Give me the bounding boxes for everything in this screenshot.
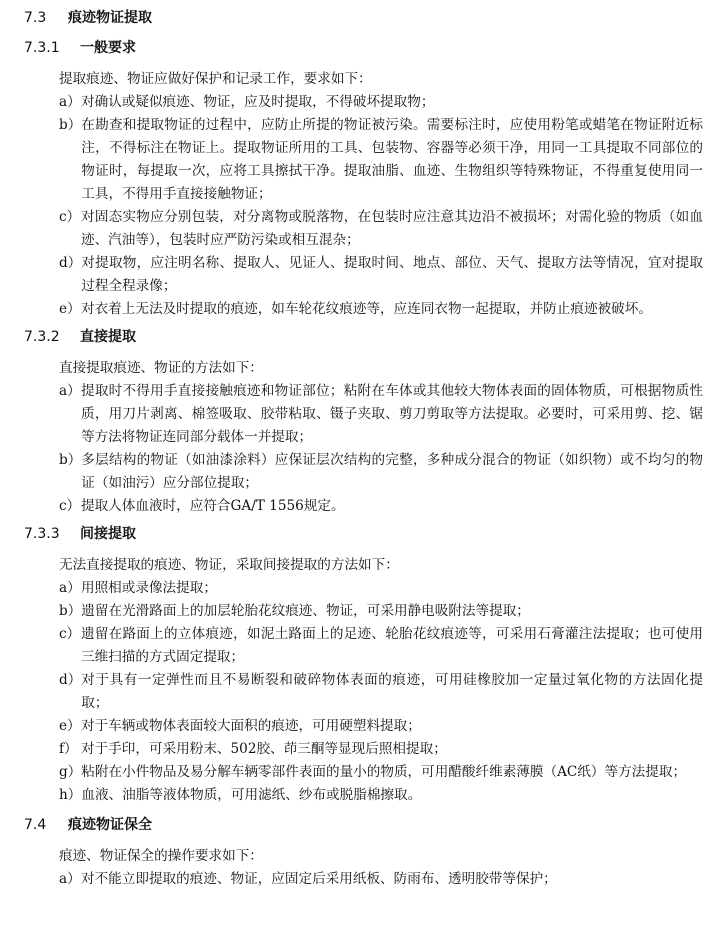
list-item: [59, 114, 703, 206]
list-item: [59, 715, 703, 738]
list-item: [59, 761, 703, 784]
subsection-number: 7.3.2: [24, 329, 60, 345]
list-item: [59, 449, 703, 495]
list-item: [59, 669, 703, 715]
list-marker: b）: [59, 117, 82, 133]
list-text: 遗留在路面上的立体痕迹，如泥土路面上的足迹、轮胎花纹痕迹等，可采用石膏灌注法提取；也可使用三维扫描的方式固定提取；: [81, 626, 703, 665]
subsection-7-3-2-heading: [24, 327, 703, 347]
list-text: 遗留在光滑路面上的加层轮胎花纹痕迹、物证，可采用静电吸附法等提取；: [81, 603, 530, 619]
list-marker: c）: [59, 626, 81, 642]
list-marker: d）: [59, 255, 82, 271]
list-text: 血液、油脂等液体物质，可用滤纸、纱布或脱脂棉擦取。: [81, 787, 422, 803]
list-text: 多层结构的物证（如油漆涂料）应保证层次结构的完整，多种成分混合的物证（如织物）或不均匀的物证（如油污）应分部位提取；: [81, 452, 703, 491]
list-marker: a）: [59, 383, 81, 399]
list-text: 对衣着上无法及时提取的痕迹，如车轮花纹痕迹等，应连同衣物一起提取，并防止痕迹被破坏。: [81, 301, 652, 317]
list-item: [59, 91, 703, 114]
list-text: 提取人体血液时，应符合GA/T 1556规定。: [81, 498, 345, 514]
list-text: 对提取物，应注明名称、提取人、见证人、提取时间、地点、部位、天气、提取方法等情况，宜对提取过程全程录像；: [81, 255, 703, 294]
list-text: 对不能立即提取的痕迹、物证，应固定后采用纸板、防雨布、透明胶带等保护；: [81, 871, 557, 887]
list-item: [59, 298, 703, 321]
list-text: 对于车辆或物体表面较大面积的痕迹，可用硬塑料提取；: [81, 718, 421, 734]
list-marker: a）: [59, 871, 81, 887]
list-item: [59, 868, 703, 891]
list-marker: c）: [59, 209, 81, 225]
subsection-title: 间接提取: [80, 526, 136, 542]
list-text: 用照相或录像法提取；: [81, 580, 217, 596]
subsection-number: 7.3.3: [24, 526, 60, 542]
list-marker: b）: [59, 603, 82, 619]
list-text: 提取时不得用手直接接触痕迹和物证部位；粘附在车体或其他较大物体表面的固体物质，可根据物质性质，用刀片剥离、棉签吸取、胶带粘取、镊子夹取、剪刀剪取等方法提取。必要时，可采用剪、挖、锯等方法将物证连同部分载体一并提取；: [81, 383, 703, 445]
list-text: 在勘查和提取物证的过程中，应防止所提的物证被污染。需要标注时，应使用粉笔或蜡笔在物证附近标注，不得标注在物证上。提取物证所用的工具、包装物、容器等必须干净，用同一工具提取不同部位的物证时，每提取一次，应将工具擦拭干净。提取油脂、血迹、生物组织等特殊物证，不得重复使用同一工具，不得用手直接接触物证；: [81, 117, 703, 202]
section-title: 痕迹物证保全: [68, 817, 152, 833]
list-marker: a）: [59, 580, 81, 596]
list-item: [59, 380, 703, 449]
list-marker: g）: [59, 764, 82, 780]
section-7-3-heading: [24, 8, 703, 28]
list-item: [59, 495, 703, 518]
paragraph-intro: 直接提取痕迹、物证的方法如下：: [59, 360, 263, 376]
list-item: [59, 623, 703, 669]
list-item: [59, 577, 703, 600]
paragraph-intro: 无法直接提取的痕迹、物证，采取间接提取的方法如下：: [59, 557, 399, 573]
list-text: 对固态实物应分别包装，对分离物或脱落物，在包装时应注意其边沿不被损坏；对需化验的物质（如血迹、汽油等），包装时应严防污染或相互混杂；: [81, 209, 703, 248]
list-item: [59, 600, 703, 623]
paragraph-intro: 痕迹、物证保全的操作要求如下：: [59, 848, 263, 864]
subsection-title: 一般要求: [80, 40, 136, 56]
list-marker: b）: [59, 452, 82, 468]
list-marker: f）: [59, 741, 78, 757]
list-item: [59, 738, 703, 761]
paragraph-intro: 提取痕迹、物证应做好保护和记录工作，要求如下：: [59, 71, 372, 87]
list-text: 对确认或疑似痕迹、物证，应及时提取，不得破坏提取物；: [81, 94, 435, 110]
list-item: [59, 252, 703, 298]
list-marker: c）: [59, 498, 81, 514]
list-marker: d）: [59, 672, 82, 688]
subsection-number: 7.3.1: [24, 40, 60, 56]
section-7-4-heading: [24, 815, 703, 835]
list-marker: e）: [59, 301, 81, 317]
list-marker: a）: [59, 94, 81, 110]
list-marker: e）: [59, 718, 81, 734]
list-marker: h）: [59, 787, 82, 803]
list-text: 对于手印，可采用粉末、502胶、茚三酮等显现后照相提取；: [81, 741, 447, 757]
section-number: 7.3: [24, 10, 47, 26]
subsection-7-3-3-heading: [24, 524, 703, 544]
subsection-7-3-1-heading: [24, 38, 703, 58]
subsection-title: 直接提取: [80, 329, 136, 345]
section-number: 7.4: [24, 817, 47, 833]
list-text: 对于具有一定弹性而且不易断裂和破碎物体表面的痕迹，可用硅橡胶加一定量过氧化物的方法固化提取；: [81, 672, 703, 711]
list-text: 粘附在小件物品及易分解车辆零部件表面的量小的物质，可用醋酸纤维素薄膜（AC纸）等方法提取；: [81, 764, 687, 780]
list-item: [59, 784, 703, 807]
section-title: 痕迹物证提取: [68, 10, 152, 26]
list-item: [59, 206, 703, 252]
